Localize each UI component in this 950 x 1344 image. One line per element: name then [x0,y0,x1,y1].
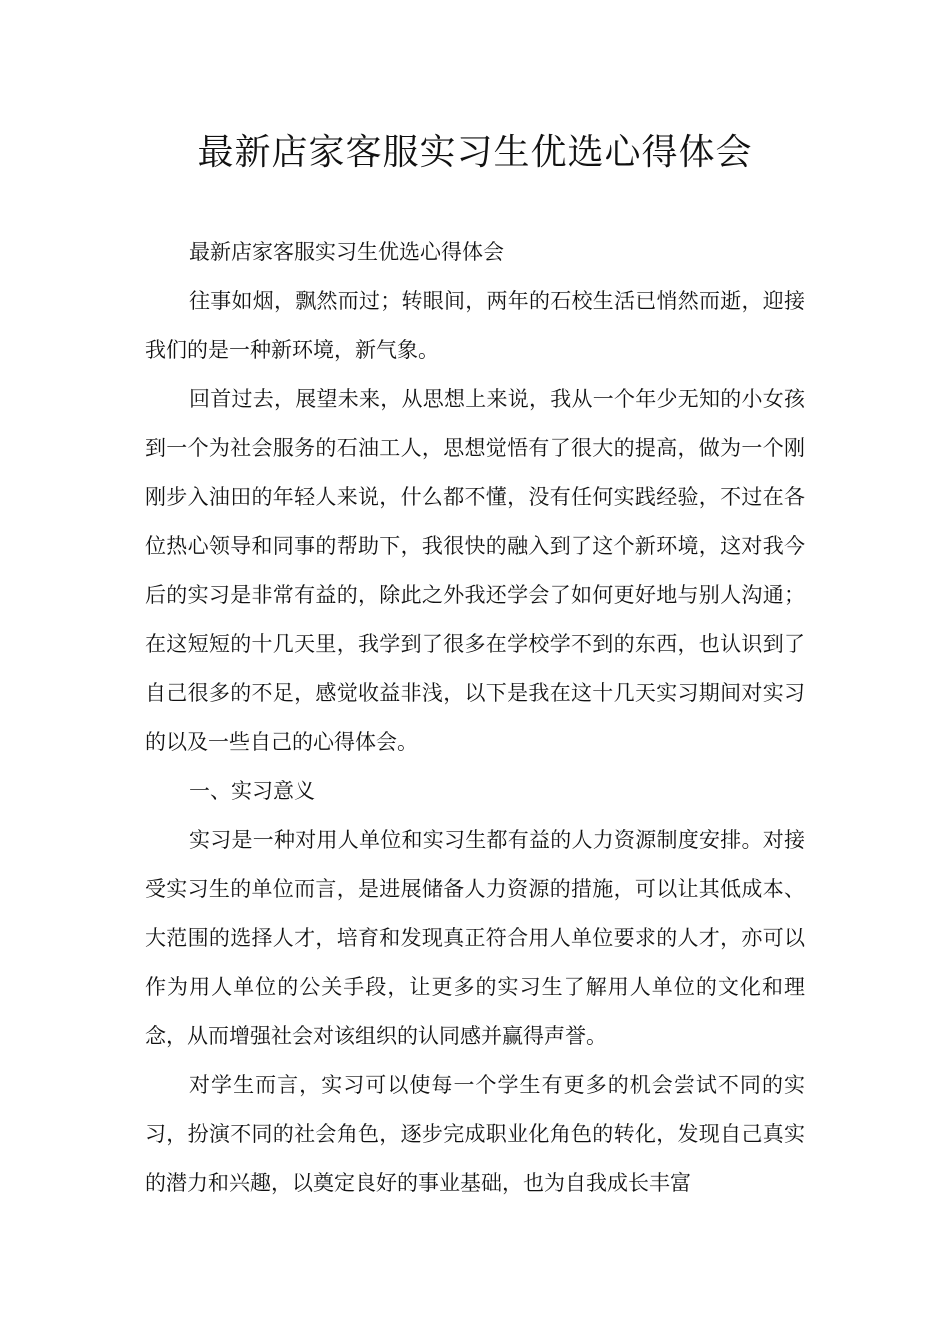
paragraph: 往事如烟，飘然而过；转眼间，两年的石校生活已悄然而逝，迎接我们的是一种新环境，新气象。 [145,289,805,362]
paragraph-subtitle: 最新店家客服实习生优选心得体会 [189,240,504,264]
document-body [145,228,805,1208]
section-heading: 一、实习意义 [189,779,315,803]
paragraph: 实习是一种对用人单位和实习生都有益的人力资源制度安排。对接受实习生的单位而言，是进展储备人力资源的措施，可以让其低成本、大范围的选择人才，培育和发现真正符合用人单位要求的人才，亦可以作为用人单位的公关手段，让更多的实习生了解用人单位的文化和理念，从而增强社会对该组织的认同感并赢得声誉。 [145,828,805,1048]
document-title: 最新店家客服实习生优选心得体会 [197,132,753,173]
paragraph: 回首过去，展望未来，从思想上来说，我从一个年少无知的小女孩到一个为社会服务的石油工人，思想觉悟有了很大的提高，做为一个刚刚步入油田的年轻人来说，什么都不懂，没有任何实践经验，不过在各位热心领导和同事的帮助下，我很快的融入到了这个新环境，这对我今后的实习是非常有益的，除此之外我还学会了如何更好地与别人沟通；在这短短的十几天里，我学到了很多在学校学不到的东西，也认识到了自己很多的不足，感觉收益非浅，以下是我在这十几天实习期间对实习的以及一些自己的心得体会。 [145,387,805,754]
paragraph: 对学生而言，实习可以使每一个学生有更多的机会尝试不同的实习，扮演不同的社会角色，逐步完成职业化角色的转化，发现自己真实的潜力和兴趣，以奠定良好的事业基础，也为自我成长丰富 [145,1073,805,1195]
